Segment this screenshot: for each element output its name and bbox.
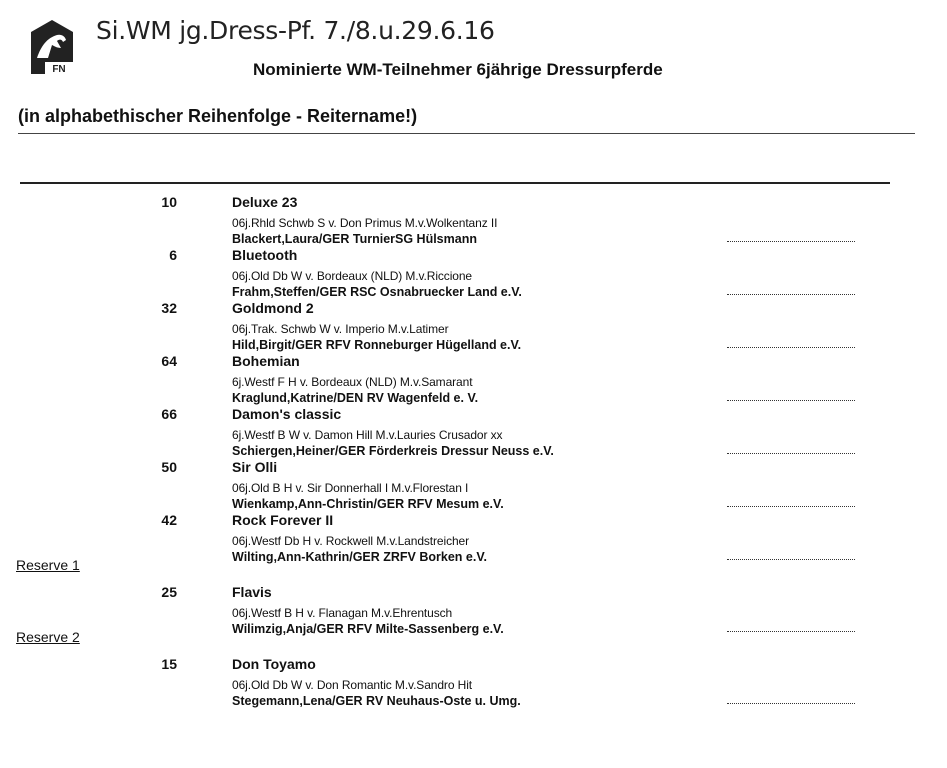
rider-club: Frahm,Steffen/GER RSC Osnabruecker Land e.V. — [232, 285, 522, 299]
horse-name: Sir Olli — [232, 459, 278, 475]
start-number: 42 — [161, 512, 177, 528]
header-divider — [18, 133, 915, 134]
document-title: Si.WM jg.Dress-Pf. 7./8.u.29.6.16 — [96, 16, 495, 45]
horse-description: 06j.Trak. Schwb W v. Imperio M.v.Latimer — [232, 322, 449, 336]
fn-logo — [27, 18, 77, 76]
horse-name: Deluxe 23 — [232, 194, 298, 210]
document-subtitle: Nominierte WM-Teilnehmer 6jährige Dressurpferde — [253, 60, 663, 79]
svg-text:FN: FN — [52, 64, 66, 75]
horse-name: Bluetooth — [232, 247, 298, 263]
horse-name: Don Toyamo — [232, 656, 316, 672]
list-item — [0, 353, 947, 406]
ordering-note: (in alphabethischer Reihenfolge - Reitername!) — [18, 106, 418, 126]
horse-name: Flavis — [232, 584, 272, 600]
list-item — [0, 406, 947, 459]
signature-line — [727, 703, 855, 704]
list-item — [0, 194, 947, 247]
horse-description: 06j.Old Db W v. Bordeaux (NLD) M.v.Riccione — [232, 269, 472, 283]
horse-description: 06j.Rhld Schwb S v. Don Primus M.v.Wolkentanz II — [232, 216, 498, 230]
horse-description: 06j.Old Db W v. Don Romantic M.v.Sandro Hit — [232, 678, 473, 692]
list-item — [0, 512, 947, 565]
rider-club: Kraglund,Katrine/DEN RV Wagenfeld e. V. — [232, 391, 479, 405]
horse-description: 06j.Westf B H v. Flanagan M.v.Ehrentusch — [232, 606, 453, 620]
start-number: 15 — [161, 656, 177, 672]
table-top-divider — [20, 182, 890, 184]
rider-club: Stegemann,Lena/GER RV Neuhaus-Oste u. Umg. — [232, 694, 521, 708]
signature-line — [727, 453, 855, 454]
start-number: 10 — [161, 194, 177, 210]
horse-name: Bohemian — [232, 353, 300, 369]
horse-name: Goldmond 2 — [232, 300, 314, 316]
signature-line — [727, 631, 855, 632]
rider-club: Wilting,Ann-Kathrin/GER ZRFV Borken e.V. — [232, 550, 487, 564]
start-number: 64 — [161, 353, 177, 369]
horse-description: 06j.Old B H v. Sir Donnerhall I M.v.Florestan I — [232, 481, 469, 495]
signature-line — [727, 559, 855, 560]
list-item — [0, 247, 947, 300]
horse-name: Damon's classic — [232, 406, 342, 422]
signature-line — [727, 294, 855, 295]
horse-name: Rock Forever II — [232, 512, 334, 528]
signature-line — [727, 400, 855, 401]
start-number: 6 — [169, 247, 177, 263]
rider-club: Wienkamp,Ann-Christin/GER RFV Mesum e.V. — [232, 497, 504, 511]
start-number: 25 — [161, 584, 177, 600]
start-number: 66 — [161, 406, 177, 422]
rider-club: Blackert,Laura/GER TurnierSG Hülsmann — [232, 232, 477, 246]
signature-line — [727, 347, 855, 348]
rider-club: Hild,Birgit/GER RFV Ronneburger Hügelland e.V. — [232, 338, 522, 352]
list-item — [0, 300, 947, 353]
rider-club: Schiergen,Heiner/GER Förderkreis Dressur Neuss e.V. — [232, 444, 554, 458]
horse-description: 06j.Westf Db H v. Rockwell M.v.Landstreicher — [232, 534, 470, 548]
start-number: 50 — [161, 459, 177, 475]
entry-list — [0, 194, 947, 709]
signature-line — [727, 241, 855, 242]
horse-description: 6j.Westf B W v. Damon Hill M.v.Lauries Crusador xx — [232, 428, 503, 442]
reserve-label: Reserve 1 — [16, 557, 80, 573]
list-item — [0, 459, 947, 512]
start-number: 32 — [161, 300, 177, 316]
rider-club: Wilimzig,Anja/GER RFV Milte-Sassenberg e.V. — [232, 622, 504, 636]
horse-description: 6j.Westf F H v. Bordeaux (NLD) M.v.Samarant — [232, 375, 473, 389]
signature-line — [727, 506, 855, 507]
reserve-label: Reserve 2 — [16, 629, 80, 645]
